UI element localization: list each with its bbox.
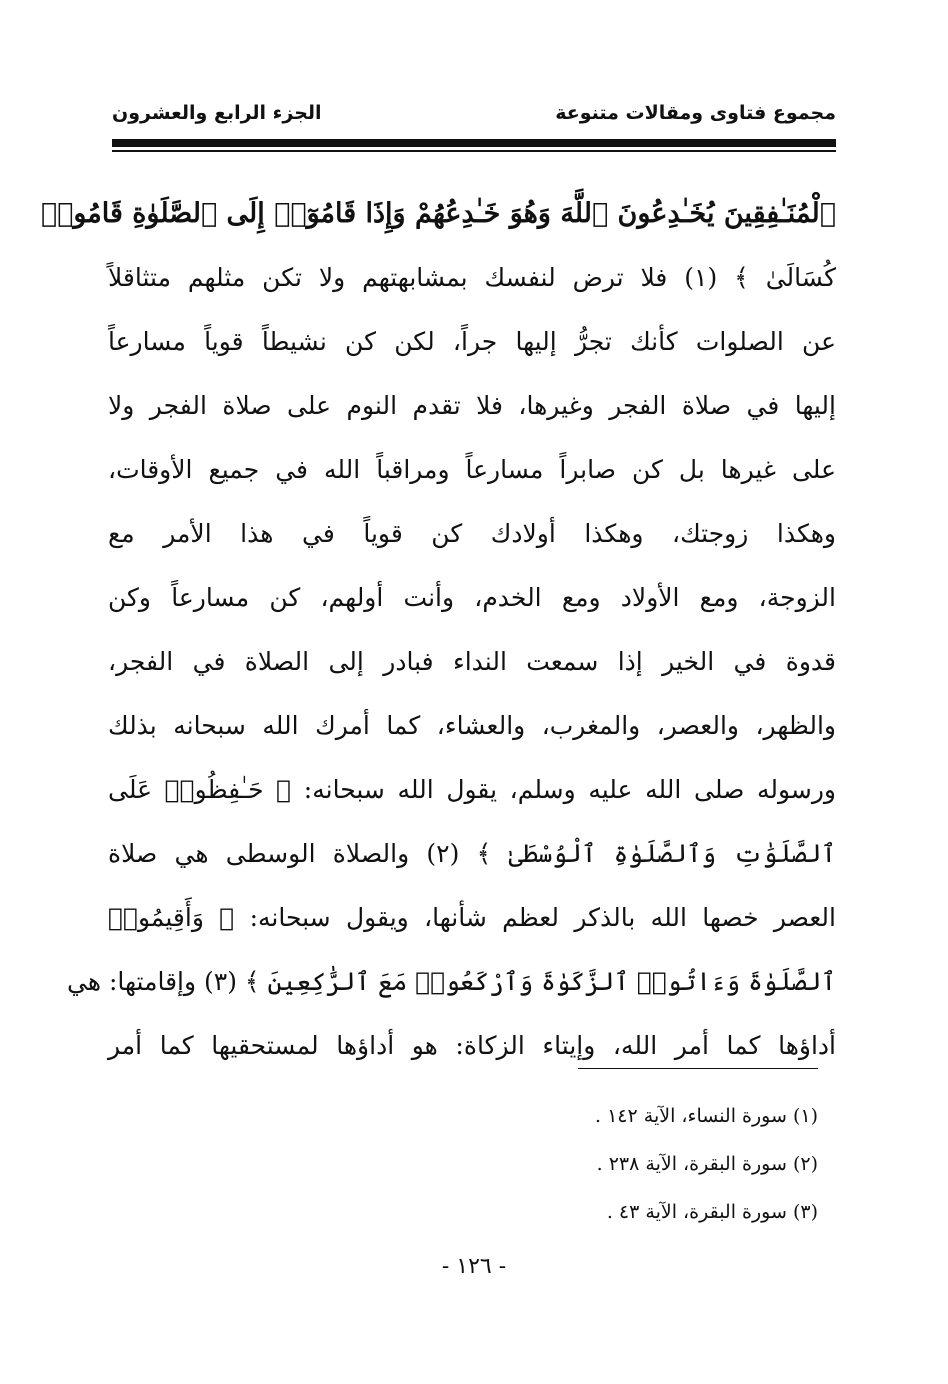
text-line: ٱلْمُنَـٰفِقِينَ يُخَـٰدِعُونَ ٱللَّهَ وَهُوَ خَـٰدِعُهُمْ وَإِذَا قَامُوٓا۟ إِلَى ٱلصَّلَوٰةِ قَامُوا۟ [40,198,836,229]
text-line: وهكذا زوجتك، وهكذا أولادك كن قوياً في هذا الأمر مع [108,519,836,548]
text-line: أداؤها كما أمر الله، وإيتاء الزكاة: هو أداؤها لمستحقيها كما أمر [108,1031,836,1060]
text-line: عن الصلوات كأنك تجرُّ إليها جراً، لكن كن نشيطاً قوياً مسارعاً [108,327,836,356]
header-rule-thick [112,139,836,147]
text-line: الزوجة، ومع الأولاد ومع الخدم، وأنت أولهم، كن مسارعاً وكن [108,583,836,612]
text-line: كُسَالَىٰ ﴾ (١) فلا ترض لنفسك بمشابهتهم ولا تكن مثلهم متثاقلاً [108,263,836,292]
text-line: على غيرها بل كن صابراً مسارعاً ومراقباً الله في جميع الأوقات، [108,455,836,484]
text-line: قدوة في الخير إذا سمعت النداء فبادر إلى الصلاة في الفجر، [108,647,836,676]
footnote-2: (٢) سورة البقرة، الآية ٢٣٨ . [596,1153,818,1175]
footnote-1: (١) سورة النساء، الآية ١٤٢ . [595,1105,818,1127]
text-line: إليها في صلاة الفجر وغيرها، فلا تقدم النوم على صلاة الفجر ولا [108,391,836,420]
text-line: ورسوله صلى الله عليه وسلم، يقول الله سبحانه: ﴿ حَـٰفِظُوا۟ عَلَى [108,775,836,804]
text-line: والظهر، والعصر، والمغرب، والعشاء، كما أمرك الله سبحانه بذلك [108,711,836,740]
page-number: - ١٢٦ - [441,1254,507,1279]
running-header [112,98,836,134]
text-line: ٱلصَّلَوٰةَ وَءَاتُوا۟ ٱلزَّكَوٰةَ وَٱرْكَعُوا۟ مَعَ ٱلرَّٰكِعِينَ ﴾ (٣) وإقامتها: هي [67,967,836,996]
volume-label: الجزء الرابع والعشرون [112,102,322,124]
footnotes [595,1092,818,1236]
footnote-separator [578,1068,818,1069]
main-text [40,182,836,1078]
header-rule-thin [112,150,836,152]
text-line: ٱلصَّلَوَٰتِ وَٱلصَّلَوٰةِ ٱلْوُسْطَىٰ ﴾ (٢) والصلاة الوسطى هي صلاة [108,839,836,868]
book-title: مجموع فتاوى ومقالات متنوعة [555,102,836,124]
text-line: العصر خصها الله بالذكر لعظم شأنها، ويقول سبحانه: ﴿ وَأَقِيمُوا۟ [108,903,836,932]
footnote-3: (٣) سورة البقرة، الآية ٤٣ . [606,1201,818,1223]
